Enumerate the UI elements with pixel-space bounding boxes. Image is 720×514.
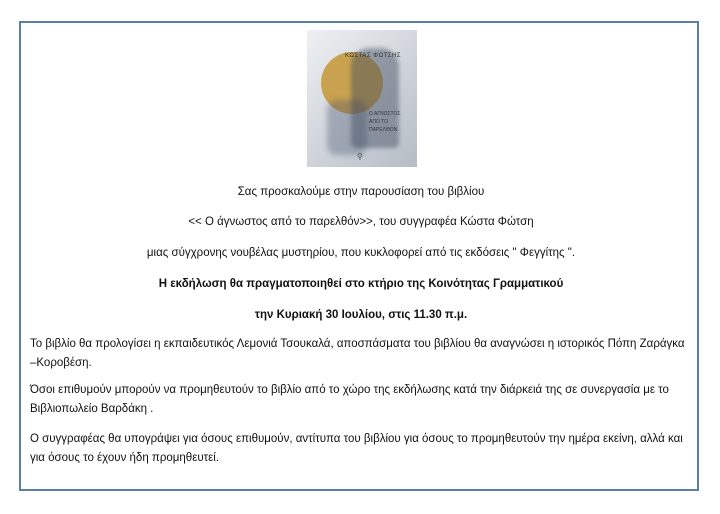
invitation-line-3: μιας σύγχρονης νουβέλας μυστηρίου, που κυκλοφορεί από τις εκδόσεις " Φεγγίτης ". <box>146 247 576 259</box>
cover-author: ΚΩΣΤΑΣ ΦΩΤΣΗΣ <box>345 53 401 59</box>
invitation-frame <box>19 21 699 491</box>
event-location: Η εκδήλωση θα πραγματοποιηθεί στο κτήριο της Κοινότητας Γραμματικού <box>158 278 564 290</box>
cover-title: Ο ΑΓΝΩΣΤΟΣ ΑΠΟ ΤΟ ΠΑΡΕΛΘΟΝ <box>369 111 401 133</box>
invitation-line-1: Σας προσκαλούμε στην παρουσίαση του βιβλίου <box>237 186 485 198</box>
book-cover-image <box>307 30 417 167</box>
paragraph-purchase: Όσοι επιθυμούν μπορούν να προμηθευτούν το βιβλίο από το χώρο της εκδήλωσης κατά την διάρκειά της σε συνεργασία με το Βιβλιοπωλείο Βαρδάκη . <box>30 384 669 415</box>
paragraph-preface: Το βιβλίο θα προλογίσει η εκπαιδευτικός Λεμονιά Τσουκαλά, αποσπάσματα του βιβλίου θα αναγνώσει η ιστορικός Πόπη Ζαράγκα –Κοροβέση. <box>30 338 685 369</box>
publisher-logo-icon: ⚲ <box>357 152 363 161</box>
invitation-line-2: << Ο άγνωστος από το παρελθόν>>, του συγγραφέα Κώστα Φώτση <box>188 216 534 228</box>
paragraph-signing: Ο συγγραφέας θα υπογράψει για όσους επιθυμούν, αντίτυπα του βιβλίου για όσους το προμηθευτούν την ημέρα εκείνη, αλλά και για όσους το έχουν ήδη προμηθευτεί. <box>30 433 683 464</box>
event-time: την Κυριακή 30 Ιουλίου, στις 11.30 π.μ. <box>254 309 468 321</box>
